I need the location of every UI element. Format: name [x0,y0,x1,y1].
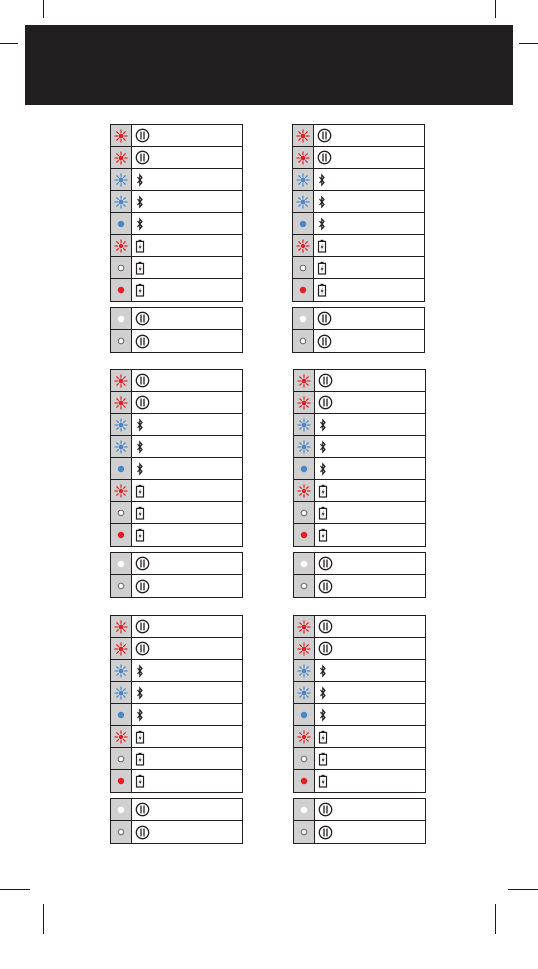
led-blue-solid-icon [294,458,315,479]
power-icon [135,334,150,349]
led-red-flash-small-icon [293,235,314,256]
table-row [111,257,242,279]
led-off-icon [293,257,314,278]
power-icon [318,556,333,571]
row-description [132,235,242,256]
led-white-on-icon [294,553,315,574]
led-off-icon [294,821,315,843]
table-row [111,436,242,458]
table-row [111,169,242,191]
power-icon [135,619,150,634]
power-icon [135,395,150,410]
table-row [111,330,242,352]
led-red-solid-icon [294,770,315,792]
power-icon [317,150,332,165]
row-description [315,660,425,681]
row-description [315,821,425,843]
table-row [293,235,424,257]
row-description [132,414,242,435]
table-row [111,458,242,480]
battery-icon [317,283,327,297]
battery-icon [135,239,145,253]
table-row [294,799,425,821]
table-row [111,821,242,843]
row-description [132,502,242,523]
table-row [293,308,424,330]
row-description [315,682,425,703]
led-blue-flash-icon [111,169,132,190]
led-red-solid-icon [293,279,314,301]
led-off-icon [111,502,132,523]
led-blue-flash-icon [293,191,314,212]
power-icon [135,825,150,840]
table-row [294,704,425,726]
row-description [314,308,424,329]
table-row [294,638,425,660]
led-red-flash-small-icon [111,480,132,501]
table-row [293,330,424,352]
table-row [293,147,424,169]
table-row [111,147,242,169]
row-description [132,480,242,501]
led-blue-flash-icon [111,436,132,457]
table-row [111,748,242,770]
battery-icon [318,774,328,788]
row-description [132,524,242,546]
table-row [111,235,242,257]
led-red-flash-icon [111,147,132,168]
power-icon [135,150,150,165]
led-white-on-icon [293,308,314,329]
led-blue-flash-icon [294,436,315,457]
battery-icon [318,506,328,520]
led-blue-flash-icon [293,169,314,190]
led-white-on-icon [111,799,132,820]
battery-icon [135,506,145,520]
led-blue-flash-icon [111,414,132,435]
table-row [111,191,242,213]
table-row [293,169,424,191]
led-off-icon [111,748,132,769]
row-description [132,660,242,681]
row-description [132,575,242,597]
row-description [315,726,425,747]
table-row [111,480,242,502]
power-icon [135,802,150,817]
row-description [314,147,424,168]
table-row [293,125,424,147]
led-white-on-icon [111,553,132,574]
power-table [293,798,426,844]
led-red-flash-icon [294,392,315,413]
battery-icon [135,528,145,542]
row-description [132,370,242,391]
table-row [111,502,242,524]
row-description [132,392,242,413]
bluetooth-icon [318,418,328,432]
row-description [315,502,425,523]
bluetooth-icon [318,440,328,454]
bluetooth-icon [318,462,328,476]
led-red-flash-small-icon [111,726,132,747]
led-off-icon [293,330,314,352]
table-row [294,616,425,638]
battery-icon [317,261,327,275]
table-row [111,799,242,821]
led-red-flash-small-icon [294,726,315,747]
power-table [110,552,243,598]
table-row [294,414,425,436]
power-icon [135,579,150,594]
led-red-flash-icon [111,392,132,413]
table-row [294,770,425,792]
table-row [294,436,425,458]
row-description [314,257,424,278]
power-icon [135,373,150,388]
power-icon [318,802,333,817]
table-row [111,414,242,436]
row-description [132,330,242,352]
bluetooth-icon [135,440,145,454]
battery-icon [135,730,145,744]
row-description [132,169,242,190]
led-red-flash-icon [111,616,132,637]
led-blue-solid-icon [111,213,132,234]
row-description [314,330,424,352]
led-off-icon [111,330,132,352]
row-description [315,480,425,501]
table-row [294,370,425,392]
led-red-flash-icon [294,638,315,659]
row-description [315,436,425,457]
power-icon [317,334,332,349]
bluetooth-icon [135,708,145,722]
table-row [111,213,242,235]
table-row [294,480,425,502]
table-row [293,257,424,279]
led-blue-flash-icon [111,682,132,703]
table-row [293,191,424,213]
table-row [294,748,425,770]
row-description [132,770,242,792]
table-row [111,308,242,330]
power-table [292,307,425,353]
row-description [132,308,242,329]
led-red-flash-icon [293,147,314,168]
crop-mark [508,889,538,890]
power-icon [318,395,333,410]
led-red-flash-icon [293,125,314,146]
battery-icon [135,774,145,788]
led-blue-flash-icon [294,660,315,681]
led-off-icon [111,257,132,278]
row-description [132,125,242,146]
header-band [25,25,513,105]
crop-mark [495,904,496,934]
table-row [294,821,425,843]
table-row [111,682,242,704]
table-row [111,770,242,792]
bluetooth-icon [318,664,328,678]
table-row [111,616,242,638]
row-description [315,770,425,792]
table-row [294,392,425,414]
crop-mark [519,43,538,44]
row-description [314,279,424,301]
status-table [293,615,426,793]
table-row [111,553,242,575]
power-icon [318,579,333,594]
row-description [314,235,424,256]
led-red-solid-icon [111,524,132,546]
led-off-icon [111,575,132,597]
power-icon [317,311,332,326]
battery-icon [318,752,328,766]
row-description [132,682,242,703]
row-description [132,279,242,301]
row-description [315,524,425,546]
crop-mark [495,0,496,18]
row-description [314,213,424,234]
power-icon [318,641,333,656]
table-row [293,213,424,235]
power-icon [135,641,150,656]
power-table [110,798,243,844]
row-description [315,370,425,391]
table-row [111,638,242,660]
row-description [315,553,425,574]
led-red-flash-icon [111,370,132,391]
crop-mark [43,0,44,18]
led-white-on-icon [294,799,315,820]
bluetooth-icon [318,686,328,700]
power-icon [317,128,332,143]
bluetooth-icon [317,195,327,209]
led-red-flash-icon [111,125,132,146]
crop-mark [43,904,44,934]
row-description [315,638,425,659]
row-description [314,125,424,146]
led-off-icon [294,502,315,523]
led-red-solid-icon [111,770,132,792]
power-icon [318,373,333,388]
row-description [315,414,425,435]
led-red-flash-icon [111,638,132,659]
row-description [132,748,242,769]
row-description [132,638,242,659]
table-row [111,726,242,748]
battery-icon [317,239,327,253]
power-icon [318,619,333,634]
led-white-on-icon [111,308,132,329]
crop-mark [0,889,30,890]
led-blue-solid-icon [293,213,314,234]
row-description [132,821,242,843]
table-row [294,502,425,524]
row-description [132,704,242,725]
table-row [294,524,425,546]
led-off-icon [294,748,315,769]
table-row [111,279,242,301]
table-row [294,553,425,575]
row-description [132,436,242,457]
table-row [111,660,242,682]
row-description [132,147,242,168]
row-description [132,191,242,212]
row-description [315,616,425,637]
led-off-icon [111,821,132,843]
led-red-solid-icon [111,279,132,301]
table-row [111,704,242,726]
status-table [110,369,243,547]
power-icon [318,825,333,840]
power-icon [135,556,150,571]
led-blue-solid-icon [294,704,315,725]
led-blue-flash-icon [294,414,315,435]
row-description [315,704,425,725]
bluetooth-icon [135,686,145,700]
table-row [293,279,424,301]
battery-icon [135,484,145,498]
power-icon [135,311,150,326]
led-blue-solid-icon [111,704,132,725]
led-red-flash-small-icon [294,480,315,501]
row-description [315,575,425,597]
row-description [315,748,425,769]
row-description [132,213,242,234]
battery-icon [318,484,328,498]
status-table [293,369,426,547]
led-red-flash-icon [294,370,315,391]
led-red-solid-icon [294,524,315,546]
led-blue-flash-icon [111,660,132,681]
row-description [314,191,424,212]
battery-icon [135,261,145,275]
battery-icon [318,528,328,542]
table-row [294,726,425,748]
row-description [132,799,242,820]
table-row [111,125,242,147]
battery-icon [135,283,145,297]
bluetooth-icon [318,708,328,722]
led-off-icon [294,575,315,597]
table-row [294,458,425,480]
row-description [132,616,242,637]
led-blue-flash-icon [294,682,315,703]
row-description [132,257,242,278]
bluetooth-icon [135,418,145,432]
power-table [110,307,243,353]
table-row [294,682,425,704]
row-description [314,169,424,190]
bluetooth-icon [135,173,145,187]
power-icon [135,128,150,143]
row-description [132,553,242,574]
led-blue-solid-icon [111,458,132,479]
table-row [111,575,242,597]
table-row [294,660,425,682]
status-table [292,124,425,302]
table-row [111,370,242,392]
row-description [315,392,425,413]
status-table [110,124,243,302]
power-table [293,552,426,598]
row-description [132,458,242,479]
table-row [111,524,242,546]
bluetooth-icon [135,217,145,231]
row-description [315,458,425,479]
table-row [111,392,242,414]
table-row [294,575,425,597]
led-red-flash-icon [294,616,315,637]
crop-mark [0,43,18,44]
bluetooth-icon [135,462,145,476]
led-blue-flash-icon [111,191,132,212]
battery-icon [318,730,328,744]
bluetooth-icon [135,664,145,678]
row-description [315,799,425,820]
battery-icon [135,752,145,766]
bluetooth-icon [317,217,327,231]
row-description [132,726,242,747]
status-table [110,615,243,793]
bluetooth-icon [135,195,145,209]
bluetooth-icon [317,173,327,187]
led-red-flash-small-icon [111,235,132,256]
